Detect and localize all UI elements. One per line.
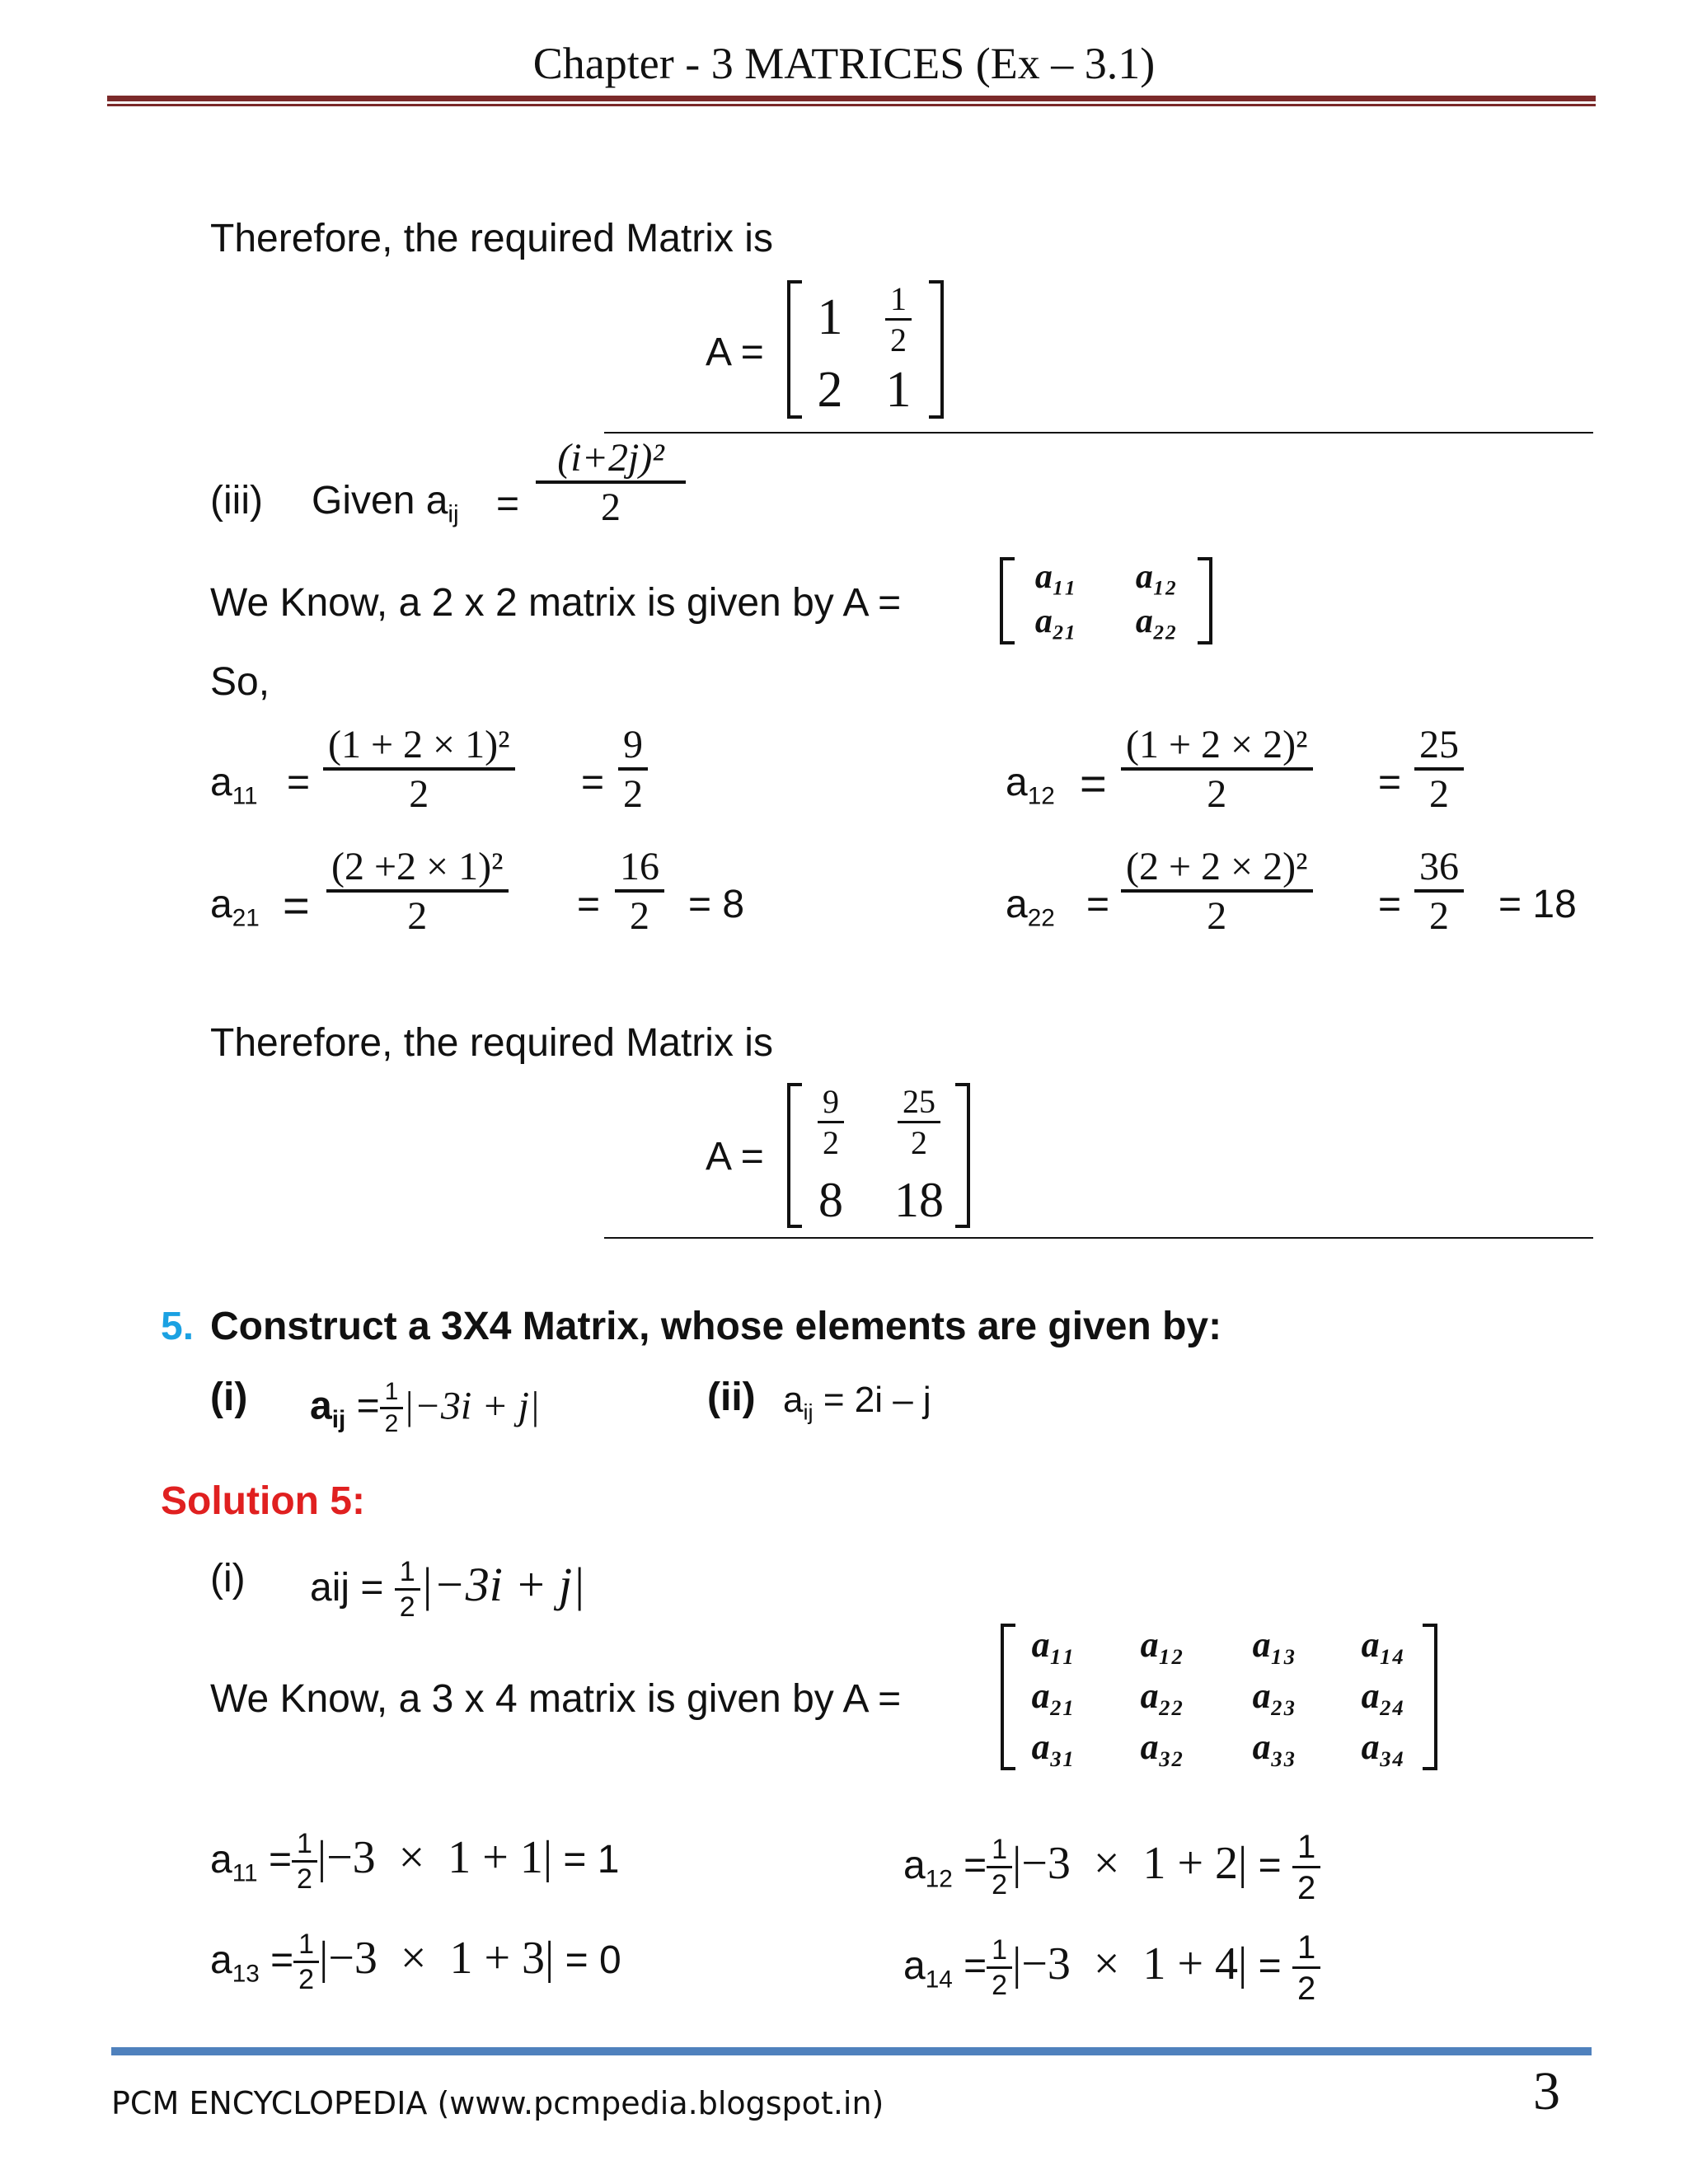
question-part-i-formula bbox=[310, 1378, 540, 1439]
fraction-a22 bbox=[1121, 844, 1313, 940]
matrix-cell: a₁₄ bbox=[1361, 1624, 1405, 1665]
solution-part-i-label: (i) bbox=[210, 1557, 246, 1601]
matrix-cell: a₁₁ bbox=[1034, 558, 1077, 596]
matrix-cell: a₃₃ bbox=[1252, 1727, 1296, 1767]
subscript: 12 bbox=[925, 1865, 953, 1893]
left-bracket bbox=[787, 280, 802, 419]
right-bracket bbox=[929, 280, 944, 419]
matrix-label-iii: A = bbox=[706, 1135, 764, 1179]
fraction-numerator: 9 bbox=[618, 722, 648, 771]
matrix-cell: a₂₄ bbox=[1361, 1675, 1405, 1716]
fraction-numerator: (1 + 2 × 2)² bbox=[1121, 722, 1313, 771]
formula-expression: |−3 × 1 + 1| bbox=[316, 1832, 553, 1884]
section-rule bbox=[604, 1237, 1593, 1239]
left-bracket bbox=[1000, 557, 1015, 644]
fraction-numerator: 36 bbox=[1414, 844, 1464, 893]
fraction-numerator: 25 bbox=[1414, 722, 1464, 771]
equals-sign: = bbox=[496, 482, 520, 526]
fraction-denominator: 2 bbox=[296, 1863, 312, 1896]
element-letter: a bbox=[903, 1944, 926, 1989]
fraction-denominator: 2 bbox=[890, 321, 907, 359]
fraction-numerator: 1 bbox=[1292, 1929, 1320, 1969]
element-a22-label bbox=[1006, 882, 1055, 932]
general-matrix-3x4 bbox=[1001, 1624, 1437, 1770]
right-bracket bbox=[1198, 557, 1212, 644]
fraction-numerator: 1 bbox=[987, 1834, 1012, 1868]
subscript: 21 bbox=[232, 904, 260, 932]
element-a21-label bbox=[210, 882, 260, 932]
given-text: Given a bbox=[312, 479, 448, 523]
fraction-numerator: 1 bbox=[1292, 1828, 1320, 1868]
equals-sign: = bbox=[283, 879, 310, 931]
fraction-denominator: 2 bbox=[630, 894, 649, 939]
question-text: Construct a 3X4 Matrix, whose elements are given by: bbox=[210, 1305, 1222, 1348]
element-a11-label bbox=[210, 760, 258, 810]
a22-result: = 18 bbox=[1498, 883, 1577, 926]
matrix-cell: 1 bbox=[885, 362, 912, 418]
result-value: = 1 bbox=[563, 1838, 620, 1882]
matrix-cell: a₂₃ bbox=[1252, 1675, 1296, 1716]
fraction-numerator: (i+2j)² bbox=[536, 435, 686, 484]
element-letter: a bbox=[1006, 883, 1028, 926]
equals-sign: = bbox=[1378, 883, 1402, 926]
footer-rule bbox=[111, 2047, 1592, 2055]
result-matrix-ii bbox=[787, 280, 944, 419]
subscript: 11 bbox=[232, 782, 258, 810]
equals-sign: = bbox=[1378, 761, 1402, 804]
matrix-cell: a₁₂ bbox=[1140, 1624, 1184, 1665]
fraction-a22-value bbox=[1414, 844, 1464, 940]
matrix-cell: 18 bbox=[894, 1173, 944, 1227]
matrix-cell bbox=[870, 280, 927, 360]
formula-expression: |−3 × 1 + 3| bbox=[319, 1933, 555, 1985]
fraction-a11 bbox=[323, 722, 515, 818]
fraction-a11-value bbox=[618, 722, 648, 818]
fraction-numerator: 1 bbox=[885, 280, 912, 321]
subscript: ij bbox=[331, 1405, 346, 1433]
fraction-denominator: 2 bbox=[911, 1124, 927, 1161]
formula-expression: = 2i – j bbox=[823, 1380, 931, 1420]
equals-sign: = bbox=[964, 1944, 987, 1989]
matrix-cell: a₁₃ bbox=[1252, 1624, 1296, 1665]
element-a11-solution bbox=[210, 1828, 619, 1896]
subscript: 14 bbox=[925, 1966, 953, 1994]
equals-sign: = bbox=[268, 1838, 292, 1882]
subscript: 13 bbox=[232, 1960, 260, 1988]
part-iii-label: (iii) bbox=[210, 479, 263, 523]
matrix-cell bbox=[879, 1083, 959, 1163]
fraction-a21-value bbox=[615, 844, 664, 940]
fraction-denominator: 2 bbox=[1296, 1870, 1316, 1906]
left-bracket bbox=[787, 1083, 802, 1228]
subscript: 12 bbox=[1027, 782, 1055, 810]
fraction-numerator: 1 bbox=[395, 1556, 420, 1591]
fraction-numerator: 1 bbox=[293, 1929, 319, 1963]
equals-sign: = bbox=[1080, 757, 1107, 809]
element-a12-label bbox=[1006, 760, 1055, 810]
subscript: 11 bbox=[232, 1859, 258, 1887]
therefore-text-iii: Therefore, the required Matrix is bbox=[210, 1021, 773, 1065]
matrix-cell bbox=[802, 1083, 860, 1163]
fraction-denominator: 2 bbox=[399, 1591, 415, 1624]
question-part-ii-formula bbox=[783, 1380, 931, 1426]
matrix-cell: a₃₂ bbox=[1140, 1727, 1184, 1767]
header-rule-thin bbox=[107, 104, 1596, 106]
footer-source-text: PCM ENCYCLOPEDIA (www.pcmpedia.blogspot.in) bbox=[111, 2085, 884, 2121]
fraction-a21 bbox=[326, 844, 509, 940]
fraction-denominator: 2 bbox=[992, 1970, 1008, 2002]
question-part-i-label: (i) bbox=[210, 1376, 248, 1419]
equals-sign: = bbox=[270, 1938, 294, 1983]
fraction-numerator: 1 bbox=[292, 1828, 317, 1863]
general-matrix-2x2 bbox=[1000, 557, 1212, 644]
fraction-denominator: 2 bbox=[298, 1964, 315, 1996]
equals-sign: = bbox=[356, 1384, 380, 1428]
fraction-numerator: 9 bbox=[818, 1083, 844, 1123]
formula-iii bbox=[536, 435, 686, 532]
fraction-numerator: 16 bbox=[615, 844, 664, 893]
equals-sign: = bbox=[1258, 1844, 1282, 1888]
element-letter: a bbox=[210, 883, 232, 926]
we-know-3x4: We Know, a 3 x 4 matrix is given by A = bbox=[210, 1677, 902, 1721]
fraction-numerator: 25 bbox=[898, 1083, 940, 1123]
fraction-denominator: 2 bbox=[992, 1869, 1008, 1901]
fraction-numerator: (1 + 2 × 1)² bbox=[323, 722, 515, 771]
matrix-cell: 8 bbox=[818, 1173, 843, 1227]
question-part-ii-label: (ii) bbox=[707, 1376, 756, 1419]
formula-expression: |−3 × 1 + 2| bbox=[1012, 1838, 1248, 1890]
a21-result: = 8 bbox=[688, 883, 745, 926]
element-letter: a bbox=[310, 1384, 332, 1428]
element-a13-solution bbox=[210, 1929, 621, 1997]
fraction-a12-value bbox=[1414, 722, 1464, 818]
formula-lhs: aij = bbox=[310, 1566, 384, 1610]
element-letter: a bbox=[1006, 761, 1028, 804]
equals-sign: = bbox=[287, 761, 311, 804]
matrix-cell: a₁₂ bbox=[1135, 558, 1178, 596]
page-header-title: Chapter - 3 MATRICES (Ex – 3.1) bbox=[532, 39, 1156, 88]
element-letter: a bbox=[783, 1380, 804, 1420]
question-number: 5. bbox=[161, 1305, 195, 1348]
therefore-text-ii: Therefore, the required Matrix is bbox=[210, 217, 773, 260]
fraction-denominator: 2 bbox=[623, 772, 643, 817]
matrix-cell: a₃₁ bbox=[1031, 1727, 1076, 1767]
subscript: ij bbox=[448, 500, 459, 528]
section-rule bbox=[604, 432, 1593, 434]
matrix-cell: 1 bbox=[817, 289, 843, 345]
matrix-cell: a₁₁ bbox=[1031, 1624, 1076, 1665]
fraction-numerator: 1 bbox=[987, 1934, 1012, 1969]
fraction-denominator: 2 bbox=[1207, 772, 1227, 817]
result-value: = 0 bbox=[565, 1938, 621, 1983]
solution-formula bbox=[310, 1556, 585, 1624]
matrix-cell: a₂₂ bbox=[1135, 602, 1178, 640]
fraction-denominator: 2 bbox=[1429, 894, 1449, 939]
fraction-denominator: 2 bbox=[601, 485, 621, 530]
equals-sign: = bbox=[964, 1844, 987, 1888]
matrix-cell: 2 bbox=[817, 362, 843, 418]
right-bracket bbox=[1423, 1624, 1437, 1770]
element-letter: a bbox=[210, 761, 232, 804]
fraction-denominator: 2 bbox=[384, 1409, 399, 1437]
fraction-denominator: 2 bbox=[823, 1124, 839, 1161]
fraction-numerator: (2 + 2 × 2)² bbox=[1121, 844, 1313, 893]
fraction-numerator: (2 +2 × 1)² bbox=[326, 844, 509, 893]
equals-sign: = bbox=[1086, 883, 1110, 926]
fraction-numerator: 1 bbox=[380, 1378, 404, 1409]
formula-expression: |−3 × 1 + 4| bbox=[1012, 1938, 1248, 1990]
fraction-a12 bbox=[1121, 722, 1313, 818]
fraction-denominator: 2 bbox=[1207, 894, 1227, 939]
subscript: 22 bbox=[1027, 904, 1055, 932]
element-letter: a bbox=[210, 1838, 232, 1882]
header-rule bbox=[107, 96, 1596, 101]
matrix-cell: a₃₄ bbox=[1361, 1727, 1405, 1767]
element-letter: a bbox=[903, 1844, 926, 1888]
solution-heading: Solution 5: bbox=[161, 1479, 365, 1523]
element-a12-solution bbox=[903, 1828, 1320, 1908]
we-know-2x2: We Know, a 2 x 2 matrix is given by A = bbox=[210, 581, 902, 625]
matrix-cell: a₂₁ bbox=[1031, 1675, 1076, 1716]
matrix-cell: a₂₁ bbox=[1034, 602, 1077, 640]
equals-sign: = bbox=[581, 761, 605, 804]
so-text: So, bbox=[210, 660, 270, 704]
equals-sign: = bbox=[577, 883, 601, 926]
equals-sign: = bbox=[1258, 1944, 1282, 1989]
result-matrix-iii bbox=[787, 1083, 970, 1228]
fraction-denominator: 2 bbox=[1429, 772, 1449, 817]
fraction-denominator: 2 bbox=[409, 772, 429, 817]
matrix-cell: a₂₂ bbox=[1140, 1675, 1184, 1716]
formula-expression: |−3i + j| bbox=[420, 1558, 586, 1612]
fraction-denominator: 2 bbox=[1296, 1971, 1316, 2007]
element-a14-solution bbox=[903, 1929, 1320, 2008]
formula-expression: |−3i + j| bbox=[403, 1384, 541, 1428]
matrix-label-ii: A = bbox=[706, 330, 764, 374]
page-number: 3 bbox=[1533, 2061, 1560, 2121]
element-letter: a bbox=[210, 1938, 232, 1983]
part-iii-given bbox=[312, 478, 459, 528]
subscript: ij bbox=[803, 1399, 814, 1425]
fraction-denominator: 2 bbox=[407, 894, 428, 939]
